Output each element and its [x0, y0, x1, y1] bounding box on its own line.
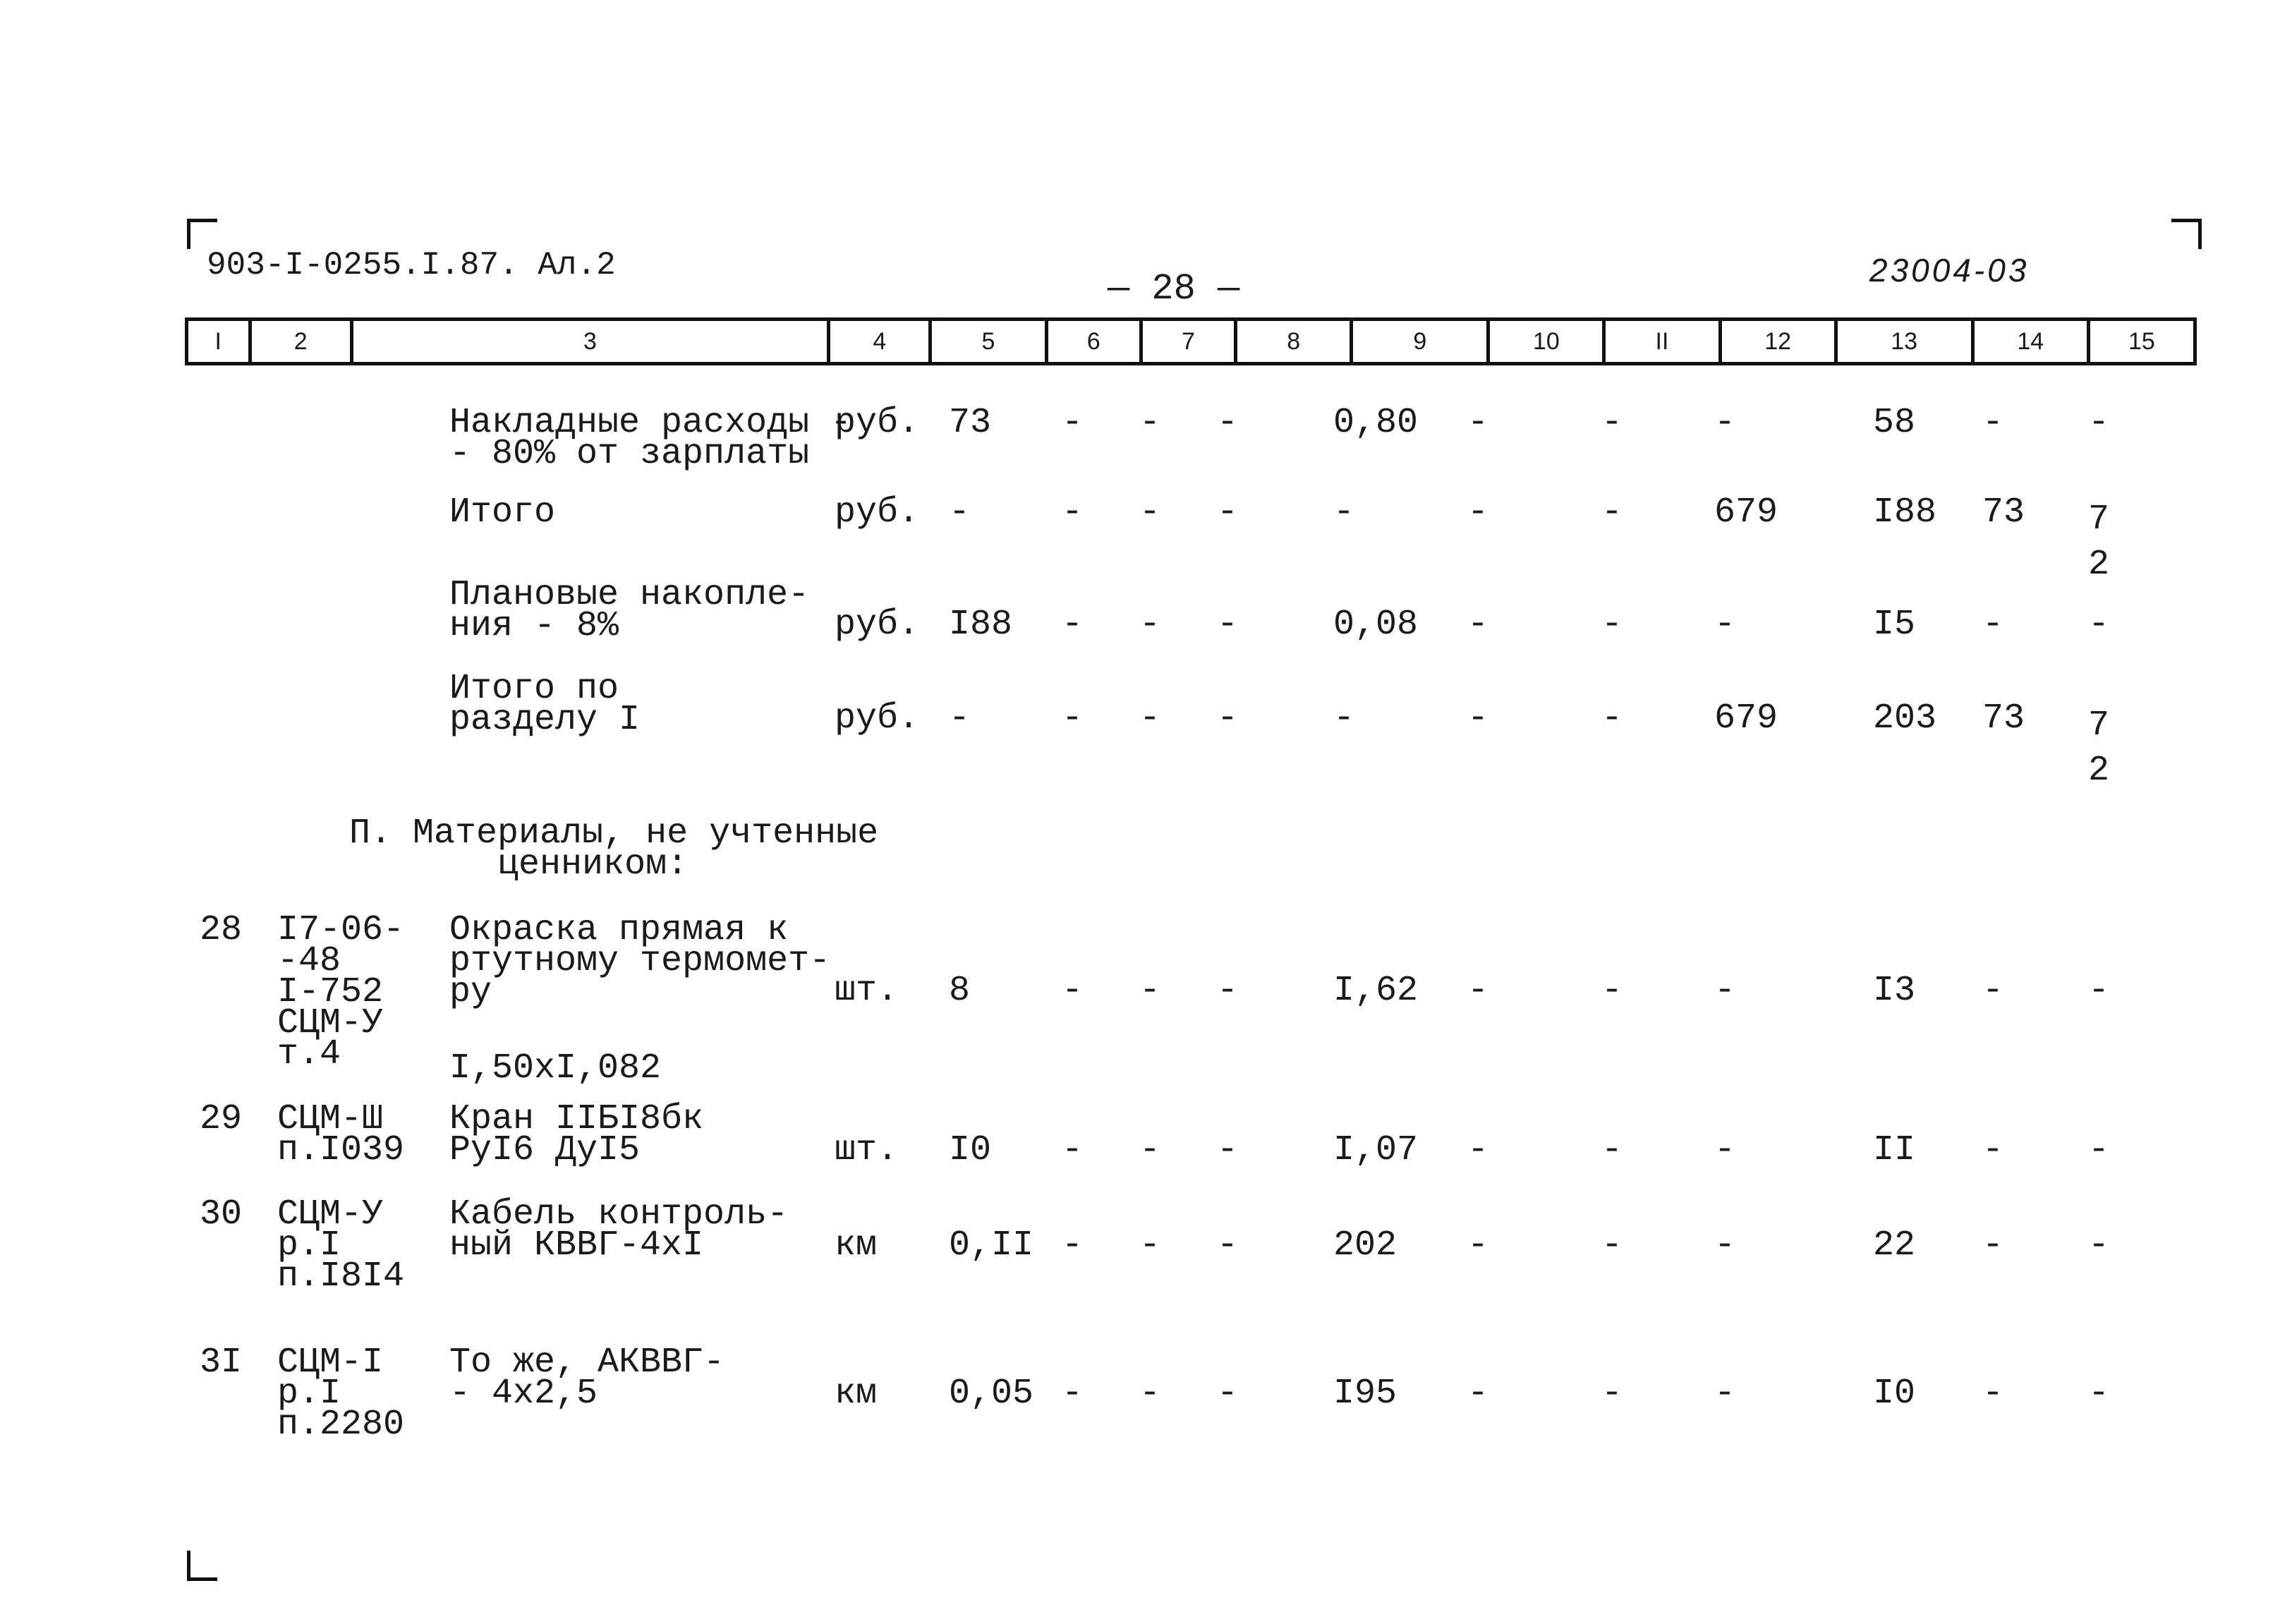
- cell-unit: шт.: [835, 1130, 899, 1170]
- cell-c12: -: [1714, 403, 1736, 443]
- cell-c11: -: [1601, 1374, 1623, 1414]
- cell-code: I7-06- -48 I-752 СЦМ-У т.4: [277, 910, 405, 1074]
- cell-c10: -: [1467, 698, 1489, 739]
- cell-c7: -: [1139, 1130, 1161, 1170]
- cell-c13: I0: [1873, 1374, 1916, 1414]
- cell-num: 28: [200, 910, 243, 950]
- cell-desc-formula: I,50хI,082: [449, 1048, 662, 1089]
- column-number-7: 7: [1143, 321, 1237, 362]
- cell-c15: 7 2: [2088, 705, 2110, 791]
- page-number: — 28 —: [1108, 268, 1240, 310]
- column-number-6: 6: [1048, 321, 1143, 362]
- cell-desc: Кран IIБI8бк РуI6 ДуI5: [449, 1099, 704, 1170]
- cell-c7: -: [1139, 971, 1161, 1011]
- column-number-13: 13: [1838, 321, 1975, 362]
- cell-desc: Кабель контроль- ный КВВГ-4хI: [449, 1194, 789, 1266]
- cell-unit: км: [835, 1225, 878, 1266]
- column-number-5: 5: [932, 321, 1048, 362]
- cell-c11: -: [1601, 605, 1623, 645]
- cell-c14: 73: [1982, 698, 2025, 739]
- cell-c9: I,62: [1333, 971, 1419, 1011]
- cell-c6: -: [1062, 1130, 1084, 1170]
- cell-c8: -: [1217, 403, 1239, 443]
- column-number-14: 14: [1975, 321, 2090, 362]
- cell-c10: -: [1467, 492, 1489, 533]
- column-number-11: II: [1606, 321, 1721, 362]
- cell-num: 3I: [200, 1343, 243, 1383]
- cell-c8: -: [1217, 1225, 1239, 1266]
- cell-c6: -: [1062, 1225, 1084, 1266]
- cell-desc: Итого по разделу I: [449, 669, 641, 740]
- cell-c14: 73: [1982, 492, 2025, 533]
- cell-c10: -: [1467, 1374, 1489, 1414]
- cell-c7: -: [1139, 492, 1161, 533]
- cell-c11: -: [1601, 971, 1623, 1011]
- cell-c5: I0: [949, 1130, 992, 1170]
- cell-c5: 8: [949, 971, 971, 1011]
- cell-c8: -: [1217, 1374, 1239, 1414]
- column-number-1: I: [188, 321, 252, 362]
- cell-c11: -: [1601, 403, 1623, 443]
- document-code: 903-I-0255.I.87. Ал.2: [207, 247, 616, 284]
- cell-desc: Итого: [449, 492, 556, 533]
- column-number-4: 4: [830, 321, 932, 362]
- cell-c9: -: [1333, 698, 1355, 739]
- column-number-8: 8: [1237, 321, 1353, 362]
- corner-mark-top-right: [2171, 219, 2202, 249]
- cell-c13: I3: [1873, 971, 1916, 1011]
- cell-c5: -: [949, 492, 971, 533]
- cell-c5: I88: [949, 605, 1013, 645]
- cell-c6: -: [1062, 1374, 1084, 1414]
- cell-desc: Накладные расходы - - 80% от зарплаты: [449, 403, 852, 474]
- cell-c6: -: [1062, 698, 1084, 739]
- cell-unit: руб.: [835, 605, 920, 645]
- cell-c10: -: [1467, 971, 1489, 1011]
- column-number-2: 2: [252, 321, 353, 362]
- cell-unit: км: [835, 1374, 878, 1414]
- cell-code: СЦМ-Ш п.I039: [277, 1099, 405, 1170]
- cell-c6: -: [1062, 605, 1084, 645]
- cell-c9: I95: [1333, 1374, 1397, 1414]
- cell-unit: руб.: [835, 403, 920, 443]
- cell-code: СЦМ-I р.I п.2280: [277, 1343, 405, 1445]
- column-number-10: 10: [1490, 321, 1606, 362]
- cell-c14: -: [1982, 1130, 2004, 1170]
- column-number-9: 9: [1353, 321, 1490, 362]
- cell-c13: I5: [1873, 605, 1916, 645]
- cell-unit: руб.: [835, 698, 920, 739]
- cell-c14: -: [1982, 971, 2004, 1011]
- cell-num: 29: [200, 1099, 243, 1139]
- cell-c6: -: [1062, 403, 1084, 443]
- cell-c14: -: [1982, 1225, 2004, 1266]
- cell-c8: -: [1217, 605, 1239, 645]
- cell-c15: 7 2: [2088, 499, 2110, 585]
- cell-c5: 0,05: [949, 1374, 1034, 1414]
- corner-mark-bottom-left: [187, 1551, 217, 1581]
- cell-c13: 203: [1873, 698, 1937, 739]
- cell-c15: -: [2088, 1225, 2110, 1266]
- cell-c7: -: [1139, 403, 1161, 443]
- cell-c11: -: [1601, 1225, 1623, 1266]
- cell-unit: шт.: [835, 971, 899, 1011]
- cell-c9: -: [1333, 492, 1355, 533]
- cell-c11: -: [1601, 698, 1623, 739]
- cell-c9: I,07: [1333, 1130, 1419, 1170]
- cell-c9: 0,80: [1333, 403, 1419, 443]
- cell-desc: Плановые накопле- ния - 8%: [449, 575, 810, 646]
- cell-code: СЦМ-У р.I п.I8I4: [277, 1194, 405, 1297]
- cell-c8: -: [1217, 971, 1239, 1011]
- cell-c7: -: [1139, 698, 1161, 739]
- sheet-code: 23004-03: [1869, 252, 2030, 289]
- cell-c13: 58: [1873, 403, 1916, 443]
- cell-c10: -: [1467, 403, 1489, 443]
- cell-c10: -: [1467, 1225, 1489, 1266]
- cell-c15: -: [2088, 605, 2110, 645]
- cell-c14: -: [1982, 605, 2004, 645]
- cell-c15: -: [2088, 971, 2110, 1011]
- cell-c10: -: [1467, 1130, 1489, 1170]
- cell-c10: -: [1467, 605, 1489, 645]
- cell-c5: -: [949, 698, 971, 739]
- cell-c8: -: [1217, 492, 1239, 533]
- cell-c11: -: [1601, 492, 1623, 533]
- cell-c12: -: [1714, 1225, 1736, 1266]
- cell-c13: 22: [1873, 1225, 1916, 1266]
- column-number-3: 3: [353, 321, 830, 362]
- cell-c12: -: [1714, 971, 1736, 1011]
- cell-c7: -: [1139, 1225, 1161, 1266]
- cell-num: 30: [200, 1194, 243, 1235]
- cell-c15: -: [2088, 403, 2110, 443]
- cell-c5: 0,II: [949, 1225, 1034, 1266]
- cell-c12: -: [1714, 605, 1736, 645]
- cell-c12: 679: [1714, 492, 1778, 533]
- section-heading: П. Материалы, не учтенные ценником:: [349, 813, 879, 885]
- cell-c12: 679: [1714, 698, 1778, 739]
- cell-c13: I88: [1873, 492, 1937, 533]
- cell-unit: руб.: [835, 492, 920, 533]
- cell-desc: То же, АКВВГ- - 4х2,5: [449, 1343, 725, 1414]
- column-number-15: 15: [2128, 327, 2155, 355]
- cell-c8: -: [1217, 1130, 1239, 1170]
- cell-c5: 73: [949, 403, 992, 443]
- cell-c7: -: [1139, 605, 1161, 645]
- column-number-12: 12: [1722, 321, 1838, 362]
- cell-c11: -: [1601, 1130, 1623, 1170]
- cell-c14: -: [1982, 1374, 2004, 1414]
- cell-c8: -: [1217, 698, 1239, 739]
- cell-desc: Окраска прямая к ртутному термомет- ру: [449, 910, 831, 1012]
- cell-c7: -: [1139, 1374, 1161, 1414]
- corner-mark-top-left: [187, 219, 217, 249]
- cell-c9: 0,08: [1333, 605, 1419, 645]
- cell-c12: -: [1714, 1374, 1736, 1414]
- cell-c6: -: [1062, 971, 1084, 1011]
- cell-c13: II: [1873, 1130, 1916, 1170]
- cell-c12: -: [1714, 1130, 1736, 1170]
- cell-c6: -: [1062, 492, 1084, 533]
- cell-c9: 202: [1333, 1225, 1397, 1266]
- cell-c14: -: [1982, 403, 2004, 443]
- cell-c15: -: [2088, 1130, 2110, 1170]
- cell-c15: -: [2088, 1374, 2110, 1414]
- column-number-bar: [185, 317, 2197, 365]
